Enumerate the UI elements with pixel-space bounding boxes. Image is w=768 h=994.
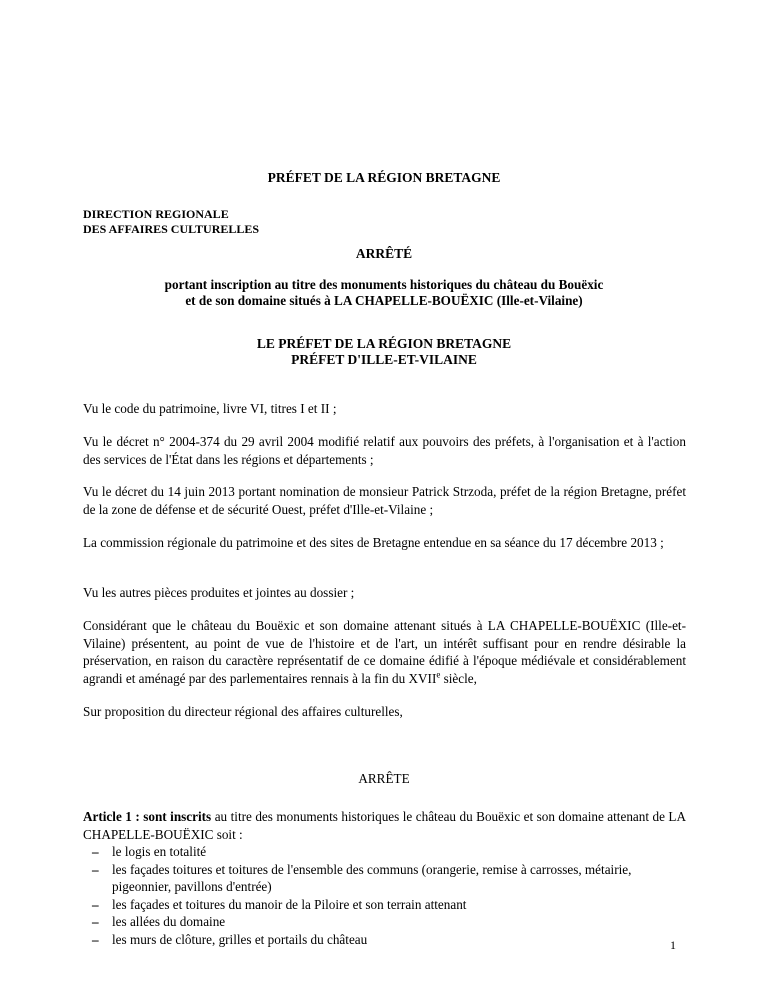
visa-autres-pieces: Vu les autres pièces produites et jointes au dossier ; <box>83 585 355 600</box>
direction-block <box>83 207 259 237</box>
proposition-paragraph: Sur proposition du directeur régional des affaires culturelles, <box>83 704 403 719</box>
visa-code-patrimoine: Vu le code du patrimoine, livre VI, titres I et II ; <box>83 401 337 416</box>
prefect-title-line-2: PRÉFET D'ILLE-ET-VILAINE <box>291 352 477 367</box>
article-1-paragraph <box>83 808 686 843</box>
visa-commission: La commission régionale du patrimoine et des sites de Bretagne entendue en sa séance du 17 décembre 2013 ; <box>83 535 664 550</box>
subject-block <box>0 277 768 309</box>
article-1-text: au titre des monuments historiques le château du Bouëxic et son domaine attenant de LA CHAPELLE-BOUËXIC soit : <box>83 809 687 842</box>
list-item: – les façades et toitures du manoir de la Piloire et son terrain attenant <box>90 896 690 914</box>
considerant-suffix: siècle, <box>443 670 477 686</box>
considerant-paragraph <box>83 617 686 687</box>
subject-line-2: et de son domaine situés à LA CHAPELLE-BOUËXIC (Ille-et-Vilaine) <box>185 293 583 308</box>
prefect-region-heading: PRÉFET DE LA RÉGION BRETAGNE <box>267 170 501 185</box>
article-1-item-list <box>90 843 690 948</box>
article-1-label: Article 1 : <box>83 809 140 824</box>
visa-decret-2013: Vu le décret du 14 juin 2013 portant nomination de monsieur Patrick Strzoda, préfet de la région Bretagne, préfet de la zone de défense et de sécurité Ouest, préfet d'Ille-et-Vilaine ; <box>83 484 686 517</box>
prefect-title-line-1: LE PRÉFET DE LA RÉGION BRETAGNE <box>256 336 512 351</box>
list-item: – les allées du domaine <box>90 913 690 931</box>
list-item: – les murs de clôture, grilles et portails du château <box>90 931 690 949</box>
considerant-superscript: e <box>436 669 441 680</box>
direction-line-1: DIRECTION REGIONALE <box>83 207 229 221</box>
considerant-text: Considérant que le château du Bouëxic et son domaine attenant situés à LA CHAPELLE-BOUËXIC (Ille-et-Vilaine) présentent, au point de vue de l'histoire et de l'art, un intérêt suffisant pour en rendre désirable la préservation, en raison du caractère représentatif de ce domaine édifié à l'époque médiévale et considérablement agrandi et aménagé par des parlementaires rennais à la fin du XVII <box>83 618 686 686</box>
subject-line-1: portant inscription au titre des monuments historiques du château du Bouëxic <box>164 277 604 292</box>
article-1-label-rest: sont inscrits <box>143 809 212 824</box>
page-number: 1 <box>670 938 676 952</box>
visa-decret-2004: Vu le décret n° 2004-374 du 29 avril 2004 modifié relatif aux pouvoirs des préfets, à l'organisation et à l'action des services de l'État dans les régions et départements ; <box>83 434 686 467</box>
direction-line-2: DES AFFAIRES CULTURELLES <box>83 222 260 236</box>
prefect-title-block <box>0 336 768 368</box>
list-item: – les façades toitures et toitures de l'ensemble des communs (orangerie, remise à carrosses, métairie, pigeonnier, pavillons d'entrée) <box>90 861 690 896</box>
arrete-heading: ARRÊTE <box>358 771 410 786</box>
arrete-title: ARRÊTÉ <box>355 246 413 261</box>
list-item: – le logis en totalité <box>90 843 690 861</box>
